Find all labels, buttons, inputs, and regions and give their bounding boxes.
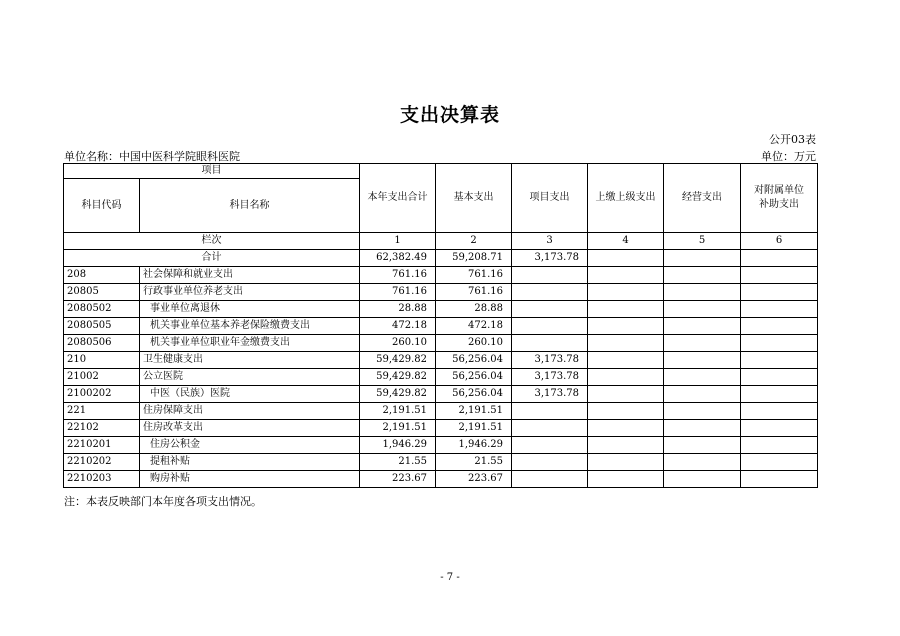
header-basic: 基本支出: [436, 164, 512, 233]
table-row: [64, 335, 818, 352]
row-basic: 761.16: [436, 284, 512, 301]
row-project: [512, 454, 588, 471]
row-name: 购房补贴: [140, 471, 360, 488]
row-subsidiary: [741, 318, 818, 335]
row-total: 21.55: [360, 454, 436, 471]
row-project: 3,173.78: [512, 352, 588, 369]
total-row-label: 合计: [64, 250, 360, 267]
row-business: [664, 386, 741, 403]
row-code: 2210202: [64, 454, 140, 471]
row-upper: [588, 267, 664, 284]
row-business: [664, 352, 741, 369]
row-basic: 260.10: [436, 335, 512, 352]
row-subsidiary: [741, 454, 818, 471]
row-name: 住房改革支出: [140, 420, 360, 437]
row-subsidiary: [741, 352, 818, 369]
row-subsidiary: [741, 267, 818, 284]
row-subsidiary: [741, 403, 818, 420]
footnote: 注：本表反映部门本年度各项支出情况。: [64, 495, 262, 508]
row-project: [512, 318, 588, 335]
row-code: 22102: [64, 420, 140, 437]
column-num: 1: [360, 233, 436, 250]
row-code: 2080502: [64, 301, 140, 318]
table-row: [64, 454, 818, 471]
column-num: 4: [588, 233, 664, 250]
row-code: 221: [64, 403, 140, 420]
total-amount: 62,382.49: [360, 250, 436, 267]
table-row: [64, 471, 818, 488]
row-subsidiary: [741, 284, 818, 301]
row-project: [512, 437, 588, 454]
column-num: 2: [436, 233, 512, 250]
row-project: [512, 267, 588, 284]
row-basic: 28.88: [436, 301, 512, 318]
row-project: 3,173.78: [512, 386, 588, 403]
row-business: [664, 454, 741, 471]
row-code: 2210203: [64, 471, 140, 488]
row-upper: [588, 471, 664, 488]
row-total: 761.16: [360, 267, 436, 284]
row-upper: [588, 420, 664, 437]
row-total: 59,429.82: [360, 369, 436, 386]
total-subsidiary: [741, 250, 818, 267]
row-code: 208: [64, 267, 140, 284]
header-upper: 上缴上级支出: [588, 164, 664, 233]
row-business: [664, 471, 741, 488]
row-project: [512, 335, 588, 352]
row-project: 3,173.78: [512, 369, 588, 386]
column-num: 5: [664, 233, 741, 250]
row-name: 公立医院: [140, 369, 360, 386]
page-title: 支出决算表: [399, 104, 500, 126]
row-upper: [588, 301, 664, 318]
unit-name: 单位名称：中国中医科学院眼科医院: [64, 150, 240, 163]
row-basic: 2,191.51: [436, 420, 512, 437]
row-business: [664, 437, 741, 454]
header-total: 本年支出合计: [360, 164, 436, 233]
row-subsidiary: [741, 420, 818, 437]
row-name: 提租补贴: [140, 454, 360, 471]
row-business: [664, 403, 741, 420]
row-subsidiary: [741, 437, 818, 454]
row-code: 20805: [64, 284, 140, 301]
row-total: 1,946.29: [360, 437, 436, 454]
row-name: 社会保障和就业支出: [140, 267, 360, 284]
row-upper: [588, 318, 664, 335]
row-total: 2,191.51: [360, 420, 436, 437]
header-code: 科目代码: [64, 179, 140, 233]
row-project: [512, 284, 588, 301]
row-name: 机关事业单位基本养老保险缴费支出: [140, 318, 360, 335]
header-subsidiary: 对附属单位补助支出: [741, 164, 818, 233]
row-total: 2,191.51: [360, 403, 436, 420]
table-row: [64, 284, 818, 301]
row-project: [512, 403, 588, 420]
row-code: 210: [64, 352, 140, 369]
header-project: 项目: [64, 164, 360, 179]
row-basic: 1,946.29: [436, 437, 512, 454]
header-name: 科目名称: [140, 179, 360, 233]
table-row: [64, 352, 818, 369]
row-upper: [588, 386, 664, 403]
row-subsidiary: [741, 471, 818, 488]
row-basic: 56,256.04: [436, 352, 512, 369]
row-code: 2100202: [64, 386, 140, 403]
row-upper: [588, 284, 664, 301]
row-total: 260.10: [360, 335, 436, 352]
row-total: 59,429.82: [360, 352, 436, 369]
row-total: 223.67: [360, 471, 436, 488]
total-basic: 59,208.71: [436, 250, 512, 267]
row-code: 2080505: [64, 318, 140, 335]
currency-unit: 单位：万元: [761, 150, 816, 163]
expenditure-table: [63, 163, 818, 488]
row-upper: [588, 437, 664, 454]
row-project: [512, 301, 588, 318]
row-total: 761.16: [360, 284, 436, 301]
row-upper: [588, 335, 664, 352]
row-business: [664, 369, 741, 386]
row-business: [664, 301, 741, 318]
row-name: 卫生健康支出: [140, 352, 360, 369]
row-business: [664, 335, 741, 352]
row-total: 472.18: [360, 318, 436, 335]
column-row-label: 栏次: [64, 233, 360, 250]
row-subsidiary: [741, 335, 818, 352]
table-row: [64, 369, 818, 386]
row-project: [512, 420, 588, 437]
total-upper: [588, 250, 664, 267]
row-basic: 761.16: [436, 267, 512, 284]
row-name: 住房公积金: [140, 437, 360, 454]
row-code: 2210201: [64, 437, 140, 454]
row-code: 21002: [64, 369, 140, 386]
row-name: 行政事业单位养老支出: [140, 284, 360, 301]
row-total: 59,429.82: [360, 386, 436, 403]
row-upper: [588, 369, 664, 386]
table-row: [64, 386, 818, 403]
row-basic: 21.55: [436, 454, 512, 471]
row-basic: 223.67: [436, 471, 512, 488]
row-business: [664, 318, 741, 335]
row-business: [664, 267, 741, 284]
total-project: 3,173.78: [512, 250, 588, 267]
row-name: 中医（民族）医院: [140, 386, 360, 403]
table-row: [64, 267, 818, 284]
row-basic: 472.18: [436, 318, 512, 335]
header-project-expense: 项目支出: [512, 164, 588, 233]
row-project: [512, 471, 588, 488]
column-num: 6: [741, 233, 818, 250]
row-business: [664, 284, 741, 301]
table-row: [64, 403, 818, 420]
row-business: [664, 420, 741, 437]
row-subsidiary: [741, 386, 818, 403]
table-row: [64, 437, 818, 454]
row-name: 机关事业单位职业年金缴费支出: [140, 335, 360, 352]
row-basic: 56,256.04: [436, 369, 512, 386]
row-subsidiary: [741, 369, 818, 386]
row-basic: 56,256.04: [436, 386, 512, 403]
table-row: [64, 301, 818, 318]
total-business: [664, 250, 741, 267]
row-upper: [588, 454, 664, 471]
header-business: 经营支出: [664, 164, 741, 233]
table-row: [64, 420, 818, 437]
row-total: 28.88: [360, 301, 436, 318]
form-code: 公开03表: [769, 133, 816, 146]
row-code: 2080506: [64, 335, 140, 352]
page-number: - 7 -: [440, 572, 460, 583]
column-num: 3: [512, 233, 588, 250]
table-row: [64, 318, 818, 335]
row-upper: [588, 403, 664, 420]
row-basic: 2,191.51: [436, 403, 512, 420]
row-name: 住房保障支出: [140, 403, 360, 420]
row-name: 事业单位离退休: [140, 301, 360, 318]
row-subsidiary: [741, 301, 818, 318]
row-upper: [588, 352, 664, 369]
